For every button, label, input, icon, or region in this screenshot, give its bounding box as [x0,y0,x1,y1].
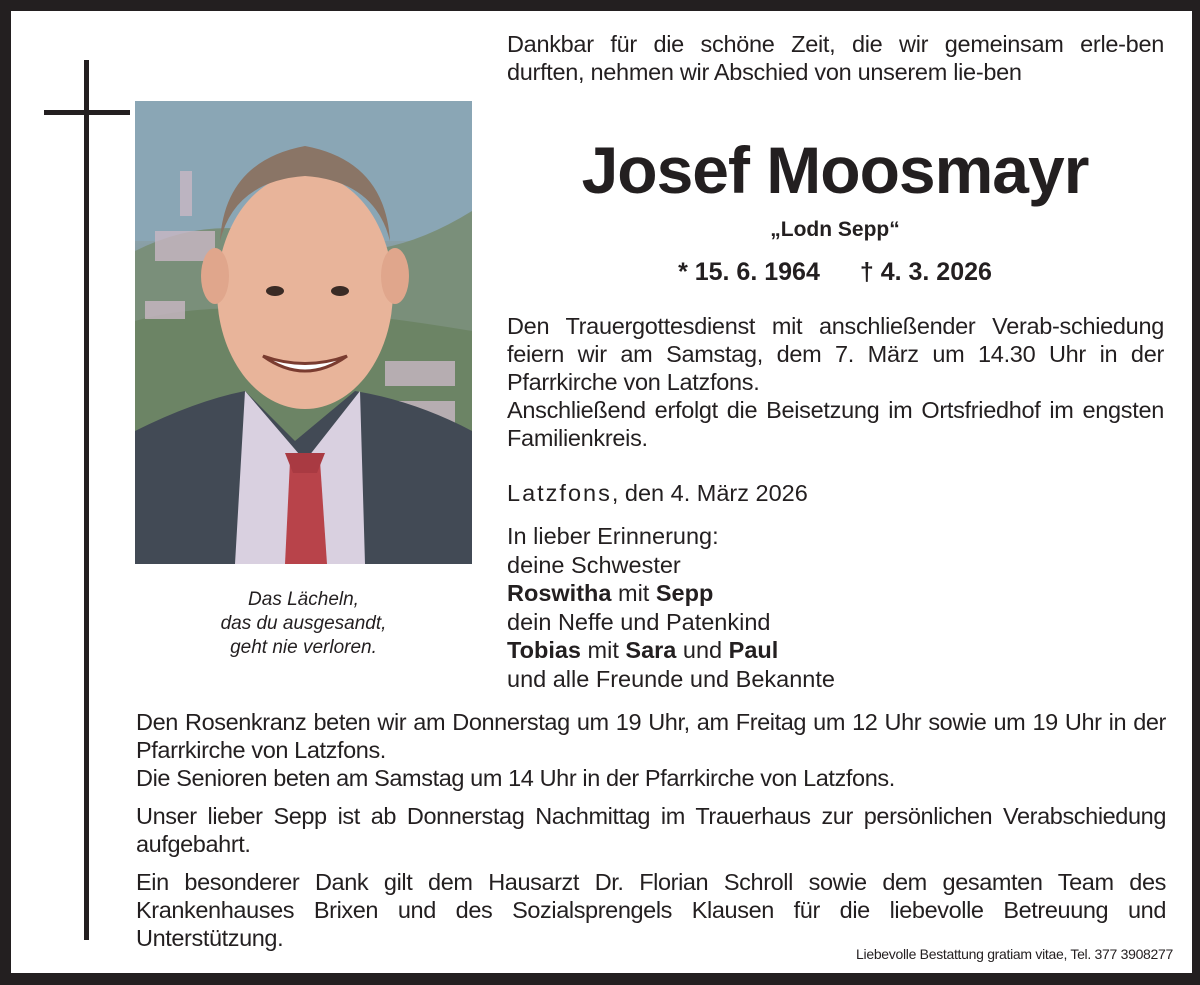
mourner-name: Roswitha [507,580,612,606]
mourner-name: Sepp [655,580,714,606]
mourner-relation: und alle Freunde und Bekannte [507,665,835,692]
death-date: † 4. 3. 2026 [859,258,992,286]
life-dates [490,256,1180,288]
motto-line: Das Lächeln, [248,589,359,610]
mourner-name: Paul [728,637,779,663]
notice-date: , den 4. März 2026 [611,480,808,506]
cross-icon-vertical [84,60,89,940]
additional-info [136,708,1166,962]
mourner-relation: deine Schwester [507,551,681,578]
thanks-text: Ein besonderer Dank gilt dem Hausarzt Dr. Florian Schroll sowie dem gesamten Team des Krankenhauses Brixen und des Sozialsprengels Klausen für die liebevolle Betreuung und Unterstützung. [136,869,1166,951]
mourners-list [507,522,835,693]
photo-motto [135,588,472,660]
mourners-heading: In lieber Erinnerung: [507,523,719,549]
motto-line: das du ausgesandt, [220,613,387,634]
viewing-text: Unser lieber Sepp ist ab Donnerstag Nachmittag im Trauerhaus zur persönlichen Verabschiedung aufgebahrt. [136,803,1166,857]
place-name: Latzfons [507,480,612,506]
service-text: Den Trauergottesdienst mit anschließender Verab-schiedung feiern wir am Samstag, dem 7. März um 14.30 Uhr in der Pfarrkirche von Latzfons. [507,313,1164,395]
deceased-name: Josef Moosmayr [581,133,1089,207]
seniors-text: Die Senioren beten am Samstag um 14 Uhr in der Pfarrkirche von Latzfons. [136,765,895,791]
place-date [507,479,808,507]
connector: und [676,637,729,663]
rosary-text: Den Rosenkranz beten wir am Donnerstag um 19 Uhr, am Freitag um 12 Uhr sowie um 19 Uhr in der Pfarrkirche von Latzfons. [136,709,1166,763]
motto-line: geht nie verloren. [230,637,377,658]
cross-icon-horizontal [44,110,130,115]
mourner-relation: dein Neffe und Patenkind [507,608,771,635]
connector: mit [611,580,656,606]
portrait-illustration [135,101,472,564]
funeral-home-credit: Liebevolle Bestattung gratiam vitae, Tel. 377 3908277 [856,946,1173,962]
nickname: „Lodn Sepp“ [770,218,900,241]
funeral-service-info [507,312,1164,452]
mourner-names [507,636,835,665]
mourner-names [507,579,835,608]
mourner-name: Tobias [507,637,581,663]
mourner-name: Sara [625,637,677,663]
birth-date: * 15. 6. 1964 [678,258,820,286]
burial-text: Anschließend erfolgt die Beisetzung im Ortsfriedhof im engsten Familienkreis. [507,397,1164,451]
portrait-photo [135,101,472,564]
intro-text: Dankbar für die schöne Zeit, die wir gemeinsam erle-ben durften, nehmen wir Abschied von unserem lie-ben [507,31,1164,85]
connector: mit [581,637,626,663]
